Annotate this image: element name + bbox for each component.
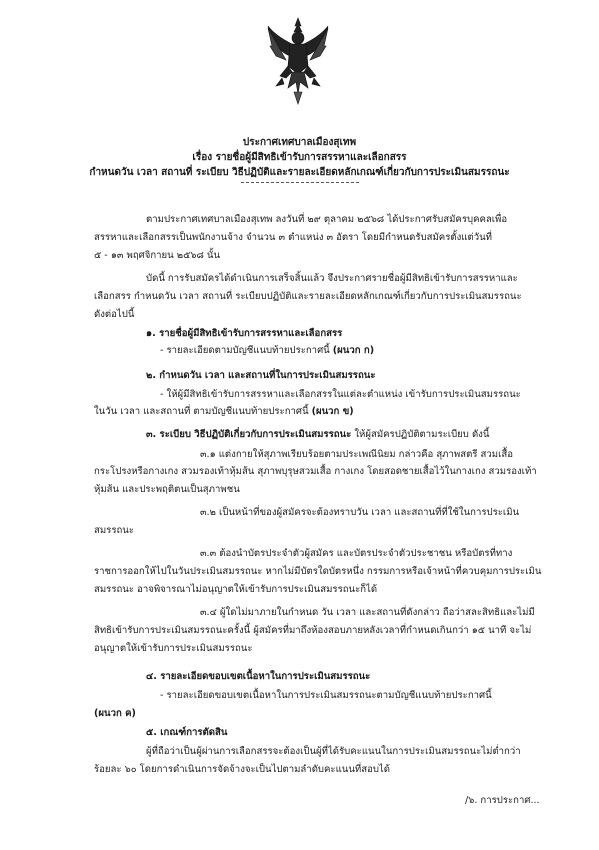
- section-1-title: ๑. รายชื่อผู้มีสิทธิเข้ารับการสรรหาและเลือกสรร: [146, 328, 343, 339]
- intro2-line-1: บัดนี้ การรับสมัครได้ดำเนินการเสร็จสิ้นแล้ว จึงประกาศรายชื่อผู้มีสิทธิเข้ารับการสรรหาและ: [146, 273, 518, 284]
- announcement-issuer: ประกาศเทศบาลเมืองสุเทพ: [242, 137, 357, 148]
- continuation-note: /๖. การประกาศ...: [465, 795, 540, 806]
- garuda-emblem-icon: [266, 16, 330, 106]
- intro-line-2: สรรหาและเลือกสรรเป็นพนักงานจ้าง จำนวน ๓ ตำแหน่ง ๓ อัตรา โดยมีกำหนดรับสมัครตั้งแต่วันที่: [94, 232, 492, 243]
- section-2-line-1: - ให้ผู้มีสิทธิเข้ารับการสรรหาและเลือกสรรในแต่ละตำแหน่ง เข้ารับการประเมินสมรรถนะ: [160, 389, 521, 400]
- section-3-title: ๓. ระเบียบ วิธีปฏิบัติเกี่ยวกับการประเมินสมรรถนะ ให้ผู้สมัครปฏิบัติตามระเบียบ ดังนี้: [146, 429, 490, 440]
- section-2-title: ๒. กำหนดวัน เวลา และสถานที่ในการประเมินสมรรถนะ: [146, 370, 376, 381]
- rule-3-4-line-3: อนุญาตให้เข้ารับการประเมินสมรรถนะ: [94, 643, 253, 654]
- rule-3-2-line-2: สมรรถนะ: [94, 525, 135, 536]
- rule-3-1-line-2: กระโปรงหรือกางเกง สวมรองเท้าหุ้มส้น สุภาพบุรุษสวมเสื้อ กางเกง โดยสอดชายเสื้อไว้ในกางเกง สวมรองเท้า: [94, 466, 537, 477]
- section-4-title: ๔. รายละเอียดขอบเขตเนื้อหาในการประเมินสมรรถนะ: [146, 671, 371, 682]
- section-5-line-2: ร้อยละ ๖๐ โดยการดำเนินการจัดจ้างจะเป็นไปตามลำดับคะแนนที่สอบได้: [94, 764, 390, 775]
- rule-3-1-line-1: ๓.๑ แต่งกายให้สุภาพเรียบร้อยตามประเพณีนิยม กล่าวคือ สุภาพสตรี สวมเสื้อ: [200, 449, 513, 460]
- rule-3-3-line-3: สมรรถนะ อาจพิจารณาไม่อนุญาตให้เข้ารับการประเมินสมรรถนะก็ได้: [94, 584, 378, 595]
- appendix-a-ref: (ผนวก ก): [332, 345, 375, 356]
- section-2-line-2: ในวัน เวลา และสถานที่ ตามบัญชีแนบท้ายประกาศนี้ (ผนวก ข): [94, 406, 354, 417]
- rule-3-4-line-2: สิทธิเข้ารับการประเมินสมรรถนะครั้งนี้ ผู้สมัครที่มาถึงห้องสอบภายหลังเวลาที่กำหนดเกินกว่า ๑๕ นาที จะไม่: [94, 625, 532, 636]
- intro-line-1: ตามประกาศเทศบาลเมืองสุเทพ ลงวันที่ ๒๙ ตุลาคม ๒๕๖๘ ได้ประกาศรับสมัครบุคคลเพื่อ: [146, 214, 508, 225]
- appendix-c-ref: (ผนวก ค): [94, 708, 136, 719]
- intro2-line-3: ดังต่อไปนี้: [94, 309, 135, 320]
- section-5-title: ๕. เกณฑ์การตัดสิน: [146, 727, 228, 738]
- announcement-subject: เรื่อง รายชื่อผู้มีสิทธิเข้ารับการสรรหาและเลือกสรร: [192, 152, 407, 163]
- intro-line-3: ๕ - ๑๓ พฤศจิกายน ๒๕๖๘ นั้น: [94, 250, 221, 261]
- rule-3-3-line-1: ๓.๓ ต้องนำบัตรประจำตัวผู้สมัคร และบัตรประจำตัวประชาชน หรือบัตรที่ทาง: [200, 548, 513, 559]
- header-divider: [241, 182, 359, 183]
- rule-3-3-line-2: ราชการออกให้ไปในวันประเมินสมรรถนะ หากไม่มีบัตรใดบัตรหนึ่ง กรรมการหรือเจ้าหน้าที่ควบคุมการประเมิน: [94, 566, 542, 577]
- rule-3-1-line-3: หุ้มส้น และประพฤติตนเป็นสุภาพชน: [94, 484, 240, 495]
- rule-3-4-line-1: ๓.๔ ผู้ใดไม่มาภายในกำหนด วัน เวลา และสถานที่ดังกล่าว ถือว่าสละสิทธิและไม่มี: [200, 607, 535, 618]
- section-5-line-1: ผู้ที่ถือว่าเป็นผู้ผ่านการเลือกสรรจะต้องเป็นผู้ที่ได้รับคะแนนในการประเมินสมรรถนะไม่ต่ำกว่า: [146, 746, 521, 757]
- section-4-body: - รายละเอียดขอบเขตเนื้อหาในการประเมินสมรรถนะตามบัญชีแนบท้ายประกาศนี้: [160, 690, 492, 701]
- section-1-body: - รายละเอียดตามบัญชีแนบท้ายประกาศนี้ (ผนวก ก): [160, 345, 375, 356]
- intro2-line-2: เลือกสรร กำหนดวัน เวลา สถานที่ ระเบียบปฏิบัติและรายละเอียดหลักเกณฑ์เกี่ยวกับการประเมินสมรรถนะ: [94, 291, 522, 302]
- appendix-b-ref: (ผนวก ข): [311, 406, 354, 417]
- rule-3-2-line-1: ๓.๒ เป็นหน้าที่ของผู้สมัครจะต้องทราบวัน เวลา และสถานที่ที่ใช้ในการประเมิน: [200, 507, 520, 518]
- announcement-subtitle: กำหนดวัน เวลา สถานที่ ระเบียบ วิธีปฏิบัติและรายละเอียดหลักเกณฑ์เกี่ยวกับการประเมินสมรรถนะ: [89, 167, 510, 178]
